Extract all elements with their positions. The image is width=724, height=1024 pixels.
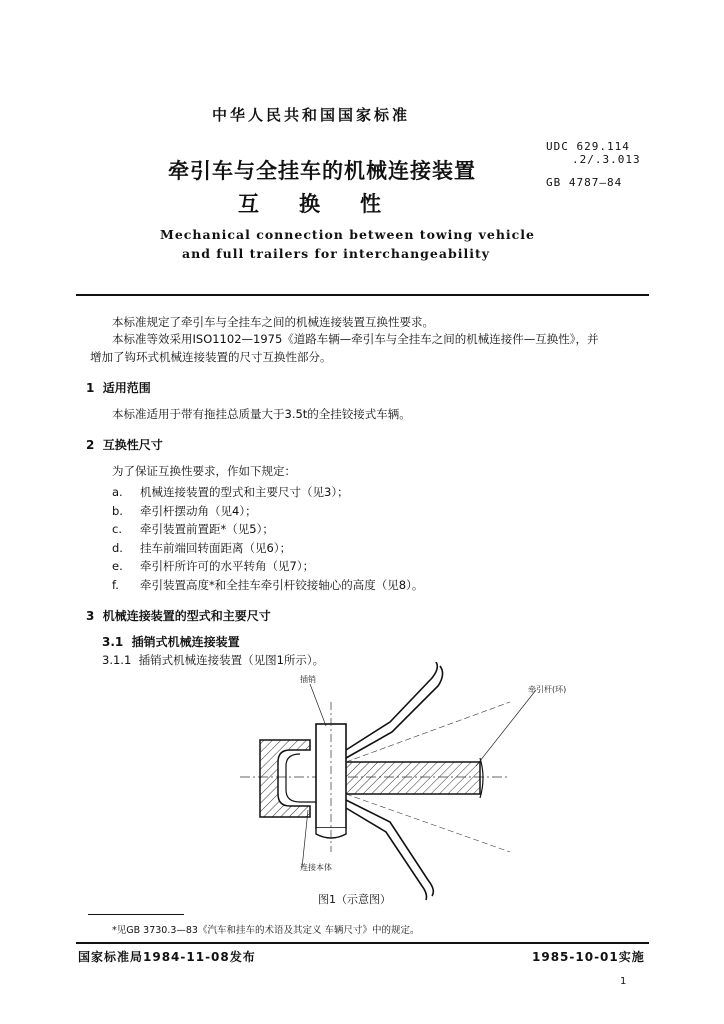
coupling-body bbox=[260, 740, 310, 817]
subsection-3-1-heading bbox=[102, 633, 240, 650]
figure-1-pin-coupling-diagram bbox=[240, 662, 660, 902]
guide-line-upper bbox=[346, 702, 510, 762]
subsection-3-1-1-body: 插销式机械连接装置（见图1所示）。 bbox=[138, 653, 325, 667]
list-item-text: 牵引装置前置距*（见5）； bbox=[140, 522, 274, 536]
footer-divider bbox=[76, 942, 649, 944]
header-divider bbox=[76, 294, 649, 296]
footnote: *见GB 3730.3—83《汽车和挂车的术语及其定义 车辆尺寸》中的规定。 bbox=[112, 925, 420, 936]
title-zh-line-2: 互换性 bbox=[238, 192, 421, 216]
section-2-title: 互换性尺寸 bbox=[102, 438, 163, 452]
title-zh-line-1: 牵引车与全挂车的机械连接装置 bbox=[168, 159, 476, 183]
intro-paragraph-3: 增加了钩环式机械连接装置的尺寸互换性部分。 bbox=[90, 350, 332, 364]
list-item-label: e. bbox=[112, 559, 123, 573]
list-item bbox=[112, 558, 314, 574]
drawbar bbox=[328, 762, 480, 794]
udc-line-2: .2/.3.013 bbox=[572, 153, 641, 166]
list-item-label: f. bbox=[112, 578, 119, 592]
title-en-line-2: and full trailers for interchangeability bbox=[182, 246, 490, 261]
page-mark: 1 bbox=[620, 976, 627, 987]
subsection-3-1-title: 插销式机械连接装置 bbox=[131, 635, 240, 649]
list-item-text: 牵引装置高度*和全挂车牵引杆铰接轴心的高度（见8）。 bbox=[140, 578, 424, 592]
body-leader bbox=[302, 810, 308, 868]
list-item bbox=[112, 540, 291, 556]
list-item-label: c. bbox=[112, 522, 122, 536]
section-2-intro: 为了保证互换性要求，作如下规定： bbox=[112, 464, 296, 478]
section-1-number: 1 bbox=[86, 381, 95, 395]
pin-label: 插销 bbox=[300, 675, 316, 684]
lower-jaw bbox=[346, 800, 433, 900]
subsection-3-1-number: 3.1 bbox=[102, 635, 124, 649]
section-3-heading bbox=[86, 607, 271, 624]
pin-leader bbox=[310, 684, 326, 726]
list-item bbox=[112, 577, 423, 593]
upper-jaw bbox=[346, 662, 443, 758]
list-item-text: 机械连接装置的型式和主要尺寸（见3）； bbox=[140, 485, 349, 499]
udc-number bbox=[546, 140, 641, 166]
coupling-body-label: 连接本体 bbox=[300, 863, 332, 872]
section-1-title: 适用范围 bbox=[102, 381, 151, 395]
intro-paragraph-1: 本标准规定了牵引车与全挂车之间的机械连接装置互换性要求。 bbox=[112, 315, 434, 329]
section-2-number: 2 bbox=[86, 438, 95, 452]
issuing-organization: 中华人民共和国国家标准 bbox=[212, 106, 411, 124]
section-1-heading bbox=[86, 379, 151, 396]
footnote-divider bbox=[88, 914, 184, 915]
section-1-text: 本标准适用于带有拖挂总质量大于3.5t的全挂铰接式车辆。 bbox=[112, 407, 411, 421]
list-item-label: b. bbox=[112, 504, 123, 518]
section-2-heading bbox=[86, 436, 163, 453]
drawbar-leader bbox=[476, 690, 536, 766]
udc-line-1: UDC 629.114 bbox=[546, 140, 630, 153]
gb-standard-number: GB 4787—84 bbox=[546, 176, 623, 189]
intro-paragraph-2: 本标准等效采用ISO1102—1975《道路车辆—牵引车与全挂车之间的机械连接件—互换性》，并 bbox=[112, 332, 599, 346]
publication-date: 国家标准局1984-11-08发布 bbox=[78, 950, 256, 964]
subsection-3-1-1-number: 3.1.1 bbox=[102, 653, 132, 667]
list-item-label: a. bbox=[112, 485, 123, 499]
list-item-text: 牵引杆摆动角（见4）； bbox=[140, 504, 257, 518]
section-3-title: 机械连接装置的型式和主要尺寸 bbox=[102, 609, 271, 623]
list-item bbox=[112, 484, 349, 500]
section-3-number: 3 bbox=[86, 609, 95, 623]
list-item-label: d. bbox=[112, 541, 123, 555]
figure-caption: 图1（示意图） bbox=[318, 893, 391, 906]
list-item bbox=[112, 503, 257, 519]
list-item-text: 挂车前端回转面距离（见6）； bbox=[140, 541, 292, 555]
title-en-line-1: Mechanical connection between towing vehicle bbox=[160, 227, 535, 242]
list-item-text: 牵引杆所许可的水平转角（见7）； bbox=[140, 559, 315, 573]
implementation-date: 1985-10-01实施 bbox=[532, 950, 645, 964]
list-item bbox=[112, 521, 274, 537]
coupling-jaw-inner bbox=[286, 754, 320, 802]
drawbar-label: 牵引杆(环) bbox=[528, 685, 567, 694]
